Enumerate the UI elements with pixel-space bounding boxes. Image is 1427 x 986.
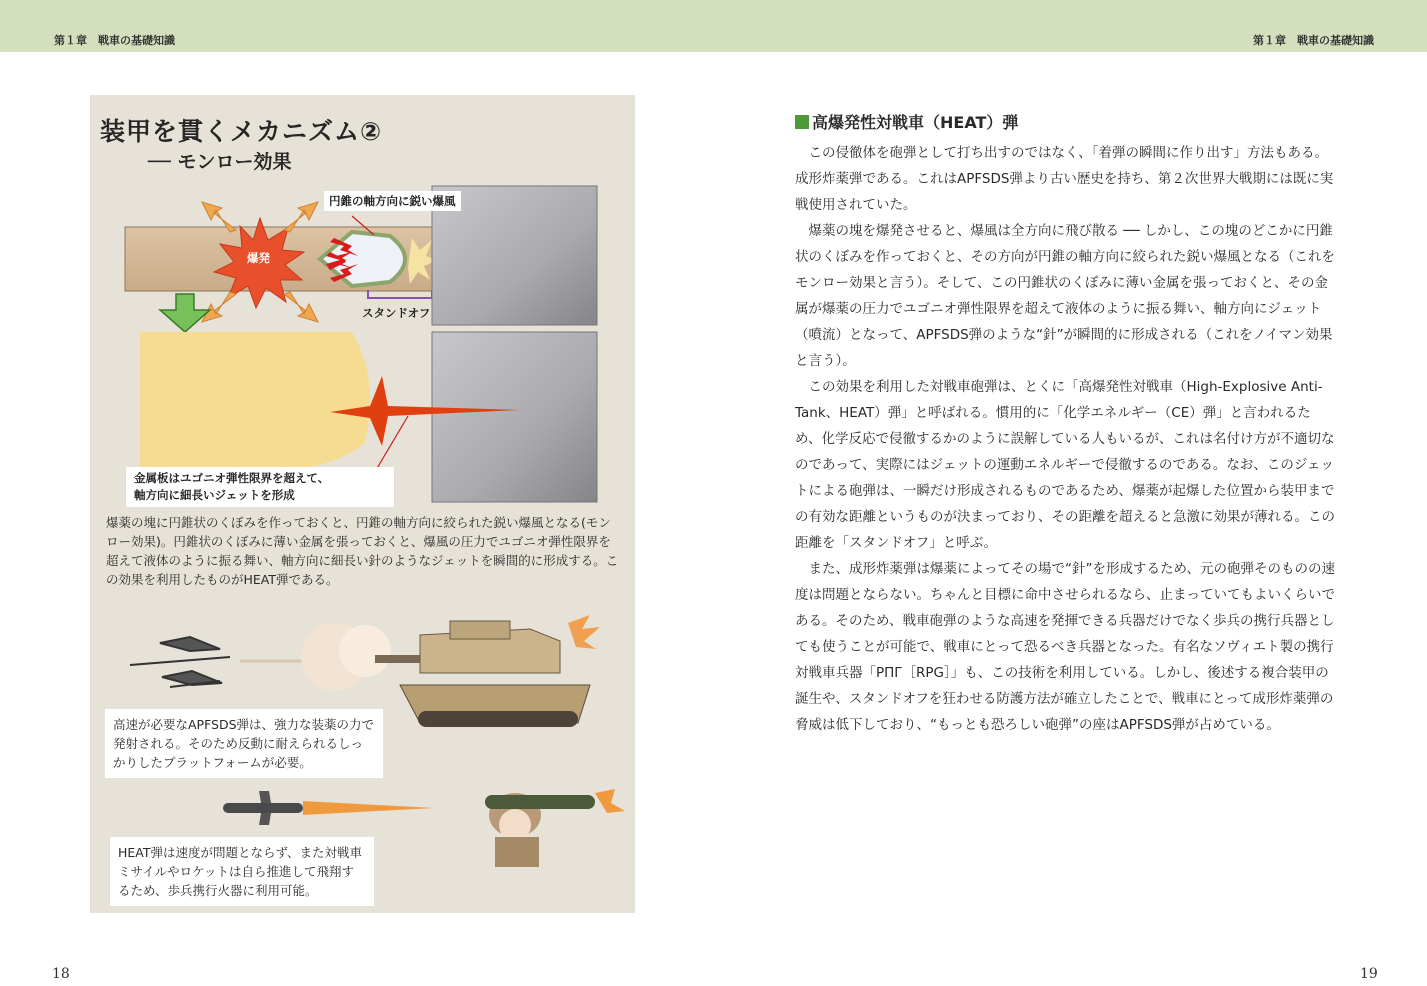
- figure-panel: [90, 95, 635, 913]
- note-heat: HEAT弾は速度が問題とならず、また対戦車ミサイルやロケットは自ら推進して飛翔するため、歩兵携行火器に利用可能。: [110, 837, 374, 906]
- tank-icon: [375, 615, 600, 727]
- label-explosion: 爆発: [247, 251, 270, 265]
- note-apfsds: 高速が必要なAPFSDS弾は、強力な装薬の力で発射される。そのため反動に耐えられるしっかりしたプラットフォームが必要。: [105, 709, 383, 778]
- label-jet-line2: 軸方向に細長いジェットを形成: [134, 488, 295, 502]
- monroe-effect-diagram: [90, 180, 635, 510]
- green-down-arrow: [160, 294, 210, 332]
- article-body: [795, 140, 1335, 738]
- infantry-soldier-icon: [485, 789, 625, 867]
- section-heading-text: 高爆発性対戦車（HEAT）弾: [812, 113, 1019, 132]
- figure-caption: 爆薬の塊に円錐状のくぼみを作っておくと、円錐の軸方向に絞られた鋭い爆風となる(モンロー効果)。円錐状のくぼみに薄い金属を張っておくと、爆風の圧力でユゴニオ弾性限界を超えて液体のように振る舞い、軸方向に細長い針のようなジェットを瞬間的に形成する。この効果を利用したものがHEAT弾である。: [106, 515, 619, 587]
- figure-title: 装甲を貫くメカニズム②: [100, 117, 383, 146]
- apfsds-sabots-icon: [130, 637, 230, 687]
- section-heading: [795, 110, 1335, 133]
- label-jet-formation: [126, 467, 394, 507]
- paragraph: この効果を利用した対戦車砲弾は、とくに「高爆発性対戦車（High-Explosive Anti-Tank、HEAT）弾」と呼ばれる。慣用的に「化学エネルギー（CE）弾」と言われるため、化学反応で侵徹するかのように誤解している人もいるが、これは名付け方が不適切なのであって、実際にはジェットの運動エネルギーで侵徹するのである。なお、このジェットによる砲弾は、一瞬だけ形成されるものであるため、爆薬が起爆した位置から装甲までの有効な距離というものが決まっており、その距離を超えると急激に効果が薄れる。この距離を「スタンドオフ」と呼ぶ。: [795, 379, 1335, 551]
- paragraph: また、成形炸薬弾は爆薬によってその場で“針”を形成するため、元の砲弾そのものの速度は問題とならない。ちゃんと目標に命中させられるなら、止まっていてもよいくらいである。そのため、戦車砲弾のような高速を発揮できる兵器だけでなく歩兵の携行兵器としても使うことが可能で、戦車にとって恐るべき兵器となった。有名なソヴィエト製の携行対戦車兵器「РПГ［RPG］」も、この技術を利用している。しかし、後述する複合装甲の誕生や、スタンドオフを狂わせる防護方法が確立したことで、戦車にとって成形炸薬弾の脅威は低下しており、“もっとも恐ろしい砲弾”の座はAPFSDS弾が占めている。: [795, 561, 1335, 733]
- page-number-right: 19: [1360, 966, 1378, 982]
- running-header: [0, 0, 1427, 52]
- expanded-charge: [140, 332, 370, 482]
- armor-plate-bottom: [432, 332, 597, 502]
- label-jet-line1: 金属板はユゴニオ弾性限界を超えて、: [134, 471, 330, 485]
- heat-missile-icon: [223, 791, 435, 825]
- paragraph: この侵徹体を砲弾として打ち出すのではなく、「着弾の瞬間に作り出す」方法もある。成形炸薬弾である。これはAPFSDS弾より古い歴史を持ち、第２次世界大戦期には既に実戦使用されていた。: [795, 145, 1334, 213]
- figure-subtitle: ── モンロー効果: [148, 151, 292, 173]
- chapter-header-left: 第１章 戦車の基礎知識: [54, 34, 175, 47]
- paragraph: 爆薬の塊を爆発させると、爆風は全方向に飛び散る ── しかし、この塊のどこかに円錐状のくぼみを作っておくと、その方向が円錐の軸方向に絞られた鋭い爆風となる（これをモンロー効果と言う）。そして、この円錐状のくぼみに薄い金属を張っておくと、その金属が爆薬の圧力でユゴニオ弾性限界を超えて液体のように振る舞い、軸方向にジェット（噴流）となって、APFSDS弾のような“針”が瞬間的に形成される（これをノイマン効果と言う）。: [795, 223, 1335, 369]
- chapter-header-right: 第１章 戦車の基礎知識: [1253, 34, 1374, 47]
- article-column: [795, 110, 1335, 738]
- heading-square-icon: [795, 115, 809, 129]
- label-blast-direction: 円錐の軸方向に鋭い爆風: [324, 191, 461, 211]
- page-number-left: 18: [52, 966, 70, 982]
- label-standoff: スタンドオフ: [362, 306, 431, 320]
